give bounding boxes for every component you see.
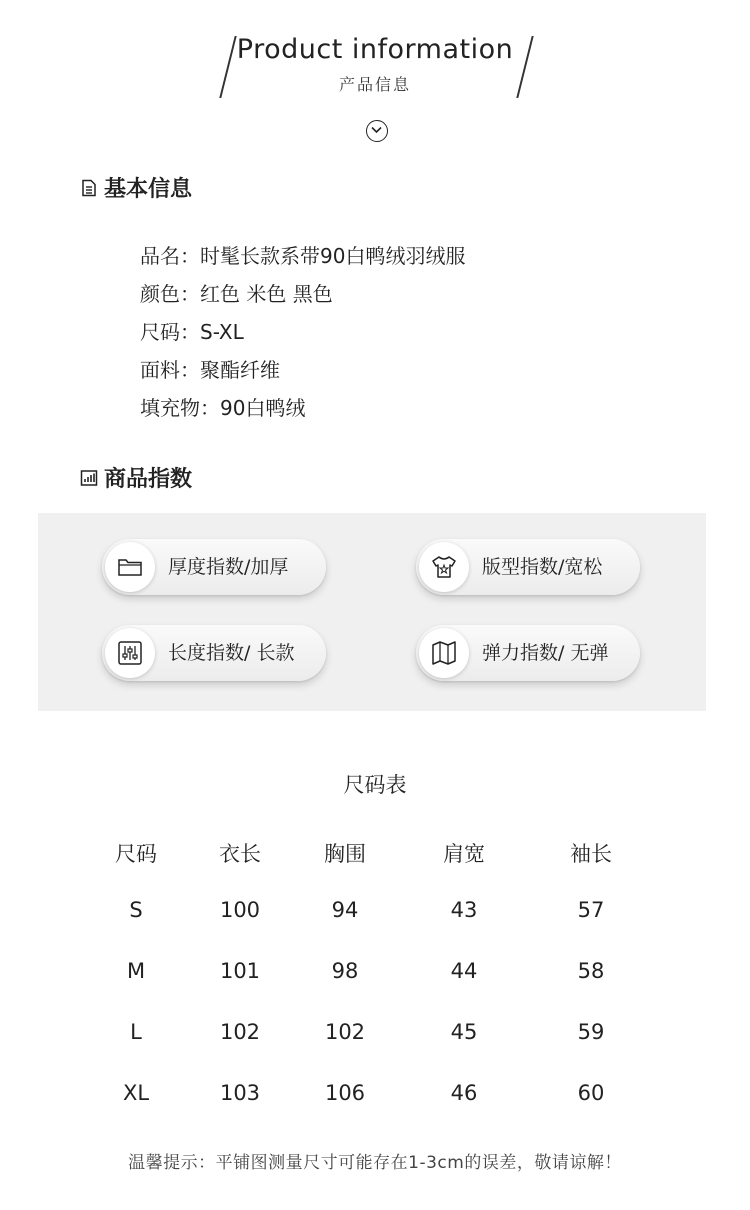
table-cell: 60 (577, 1081, 605, 1105)
info-row-name: 品名：时髦长款系带90白鸭绒羽绒服 (140, 244, 466, 268)
index-fit (416, 539, 640, 595)
table-cell: 94 (331, 898, 359, 922)
index-title: 商品指数 (104, 467, 193, 492)
size-table-title: 尺码表 (343, 773, 407, 797)
map-icon (419, 628, 469, 678)
index-length-label: 长度指数/ 长款 (168, 642, 295, 664)
index-heading (80, 462, 192, 493)
folder-icon (105, 542, 155, 592)
info-row-filling: 填充物：90白鸭绒 (140, 396, 306, 420)
measurement-note: 温馨提示：平铺图测量尺寸可能存在1-3cm的误差，敬请谅解！ (128, 1153, 622, 1173)
table-cell: XL (122, 1081, 150, 1105)
table-cell: 59 (577, 1020, 605, 1044)
header-cell-shoulder: 肩宽 (443, 842, 485, 866)
basic-info-title: 基本信息 (104, 177, 193, 202)
header-cell-size: 尺码 (115, 842, 157, 866)
index-thickness-label: 厚度指数/加厚 (168, 556, 289, 578)
table-cell: M (126, 959, 146, 983)
basic-info-heading (80, 172, 192, 203)
table-cell: 102 (324, 1020, 366, 1044)
table-cell: 45 (450, 1020, 478, 1044)
info-row-size: 尺码：S-XL (140, 320, 244, 344)
index-panel (38, 513, 706, 711)
index-fit-label: 版型指数/宽松 (482, 556, 603, 578)
table-cell: 103 (219, 1081, 261, 1105)
table-cell: 102 (219, 1020, 261, 1044)
table-cell: 101 (219, 959, 261, 983)
header-cell-chest: 胸围 (324, 842, 366, 866)
table-cell: 46 (450, 1081, 478, 1105)
info-row-fabric: 面料：聚酯纤维 (140, 358, 280, 382)
index-stretch-label: 弹力指数/ 无弹 (482, 642, 609, 664)
header-title-cn: 产品信息 (338, 75, 411, 94)
index-stretch (416, 625, 640, 681)
table-cell: 98 (331, 959, 359, 983)
document-icon (80, 179, 98, 197)
table-cell: 100 (219, 898, 261, 922)
table-cell: L (130, 1020, 142, 1044)
header-cell-sleeve: 袖长 (570, 842, 612, 866)
chevron-down-icon (366, 120, 388, 142)
table-cell: 58 (577, 959, 605, 983)
index-thickness (102, 539, 326, 595)
index-length (102, 625, 326, 681)
table-cell: 57 (577, 898, 605, 922)
info-row-color: 颜色：红色 米色 黑色 (140, 282, 333, 306)
table-cell: 43 (450, 898, 478, 922)
header-cell-length: 衣长 (219, 842, 261, 866)
table-cell: 106 (324, 1081, 366, 1105)
basic-info-list (140, 240, 465, 430)
bar-chart-icon (80, 469, 98, 487)
table-cell: 44 (450, 959, 478, 983)
tshirt-icon (419, 542, 469, 592)
header-title-en: Product information (236, 34, 514, 65)
table-cell: S (129, 898, 143, 922)
sliders-icon (105, 628, 155, 678)
